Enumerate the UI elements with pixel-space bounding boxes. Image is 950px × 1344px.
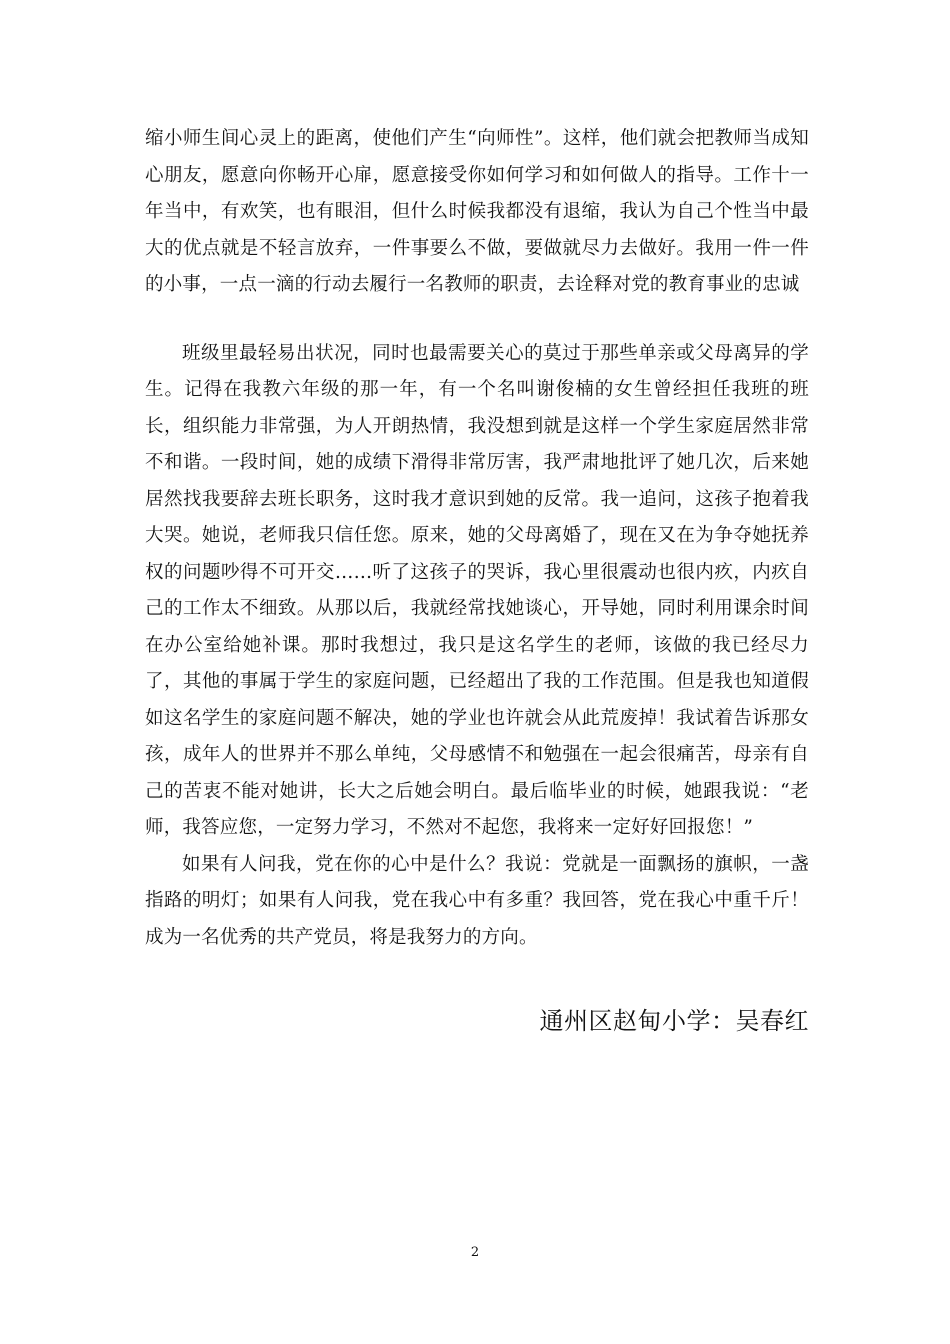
document-body xyxy=(145,121,809,956)
author-signature: 通州区赵甸小学：吴春红 xyxy=(539,1007,809,1035)
paragraph-party-reflection: 如果有人问我，党在你的心中是什么？我说：党就是一面飘扬的旗帜，一盏指路的明灯；如果有人问我，党在我心中有多重？我回答，党在我心中重千斤！成为一名优秀的共产党员，将是我努力的方向。 xyxy=(145,853,809,948)
page-number: 2 xyxy=(470,1245,480,1260)
paragraph-continuation: 缩小师生间心灵上的距离，使他们产生“向师性”。这样，他们就会把教师当成知心朋友，愿意向你畅开心扉，愿意接受你如何学习和如何做人的指导。工作十一年当中，有欢笑，也有眼泪，但什么时候我都没有退缩，我认为自己个性当中最大的优点就是不轻言放弃，一件事要么不做，要做就尽力去做好。我用一件一件的小事，一点一滴的行动去履行一名教师的职责，去诠释对党的教育事业的忠诚 xyxy=(145,128,809,295)
paragraph-student-story: 班级里最轻易出状况，同时也最需要关心的莫过于那些单亲或父母离异的学生。记得在我教六年级的那一年，有一个名叫谢俊楠的女生曾经担任我班的班长，组织能力非常强，为人开朗热情，我没想到就是这样一个学生家庭居然非常不和谐。一段时间，她的成绩下滑得非常厉害，我严肃地批评了她几次，后来她居然找我要辞去班长职务，这时我才意识到她的反常。我一追问，这孩子抱着我大哭。她说，老师我只信任您。原来，她的父母离婚了，现在又在为争夺她抚养权的问题吵得不可开交……听了这孩子的哭诉，我心里很震动也很内疚，内疚自己的工作太不细致。从那以后，我就经常找她谈心，开导她，同时利用课余时间在办公室给她补课。那时我想过，我只是这名学生的老师，该做的我已经尽力了，其他的事属于学生的家庭问题，已经超出了我的工作范围。但是我也知道假如这名学生的家庭问题不解决，她的学业也许就会从此荒废掉！我试着告诉那女孩，成年人的世界并不那么单纯，父母感情不和勉强在一起会很痛苦，母亲有自己的苦衷不能对她讲，长大之后她会明白。最后临毕业的时候，她跟我说：“老师，我答应您，一定努力学习，不然对不起您，我将来一定好好回报您！” xyxy=(145,342,809,838)
